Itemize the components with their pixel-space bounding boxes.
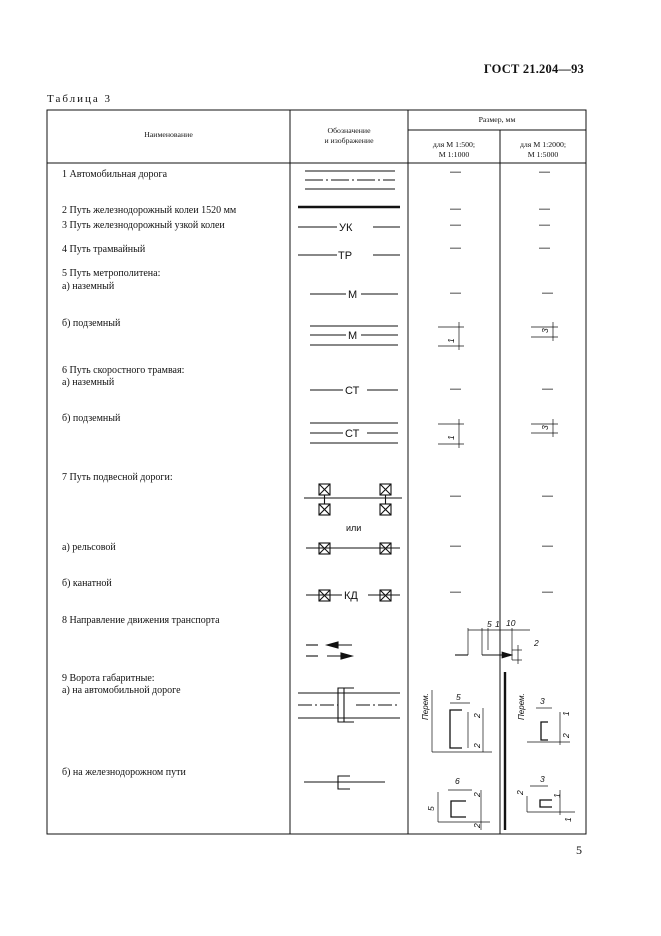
- col-header-name: Наименование: [144, 130, 193, 139]
- dim-two: 2: [472, 713, 482, 718]
- dim-three: 3: [540, 696, 545, 706]
- row-label: 7 Путь подвесной дороги:: [62, 472, 173, 483]
- page-number: 5: [576, 843, 582, 857]
- size-dash: —: [542, 540, 553, 552]
- row-label: б) подземный: [62, 413, 121, 424]
- dim-five: 5: [456, 692, 461, 702]
- size-dash: —: [539, 203, 550, 215]
- row-label: 2 Путь железнодорожный колеи 1520 мм: [62, 205, 237, 216]
- size-dash: —: [450, 219, 461, 231]
- dim-one: 1: [552, 793, 562, 798]
- col-header-symbol-line2: и изображение: [324, 135, 374, 145]
- dim-two: 2: [561, 733, 571, 738]
- row-label: а) на автомобильной дороге: [62, 685, 181, 696]
- dim-per: Перем.: [517, 693, 526, 720]
- dim-one: 1: [561, 711, 571, 716]
- row-label: 4 Путь трамвайный: [62, 244, 146, 255]
- row-label: 1 Автомобильная дорога: [62, 169, 168, 180]
- size-dash: —: [450, 203, 461, 215]
- row-label: 8 Направление движения транспорта: [62, 615, 220, 626]
- dim-per: Перем.: [421, 693, 430, 720]
- symbol-m-text: М: [348, 330, 358, 342]
- size-dash: —: [450, 586, 461, 598]
- table-label: Таблица 3: [47, 93, 113, 105]
- row-label: а) наземный: [62, 377, 115, 388]
- symbol-m-text: М: [348, 289, 358, 301]
- size-dash: —: [542, 287, 553, 299]
- dim-five: 5: [487, 619, 492, 629]
- row-label: 3 Путь железнодорожный узкой колеи: [62, 220, 225, 231]
- dim-three: 3: [540, 774, 545, 784]
- row-label: б) канатной: [62, 578, 112, 589]
- size-dash: —: [539, 166, 550, 178]
- symbol-st-text: СТ: [345, 385, 360, 397]
- size-dash: —: [542, 383, 553, 395]
- symbol-kd-text: КД: [344, 590, 358, 602]
- col-header-size-scale1-line1: для М 1:500;: [432, 140, 476, 149]
- dim-three: 3: [540, 425, 550, 430]
- dim-six: 6: [455, 776, 460, 786]
- dim-seven-like: 1: [446, 435, 456, 440]
- size-dash: —: [539, 219, 550, 231]
- dim-ten: 10: [506, 618, 516, 628]
- standard-number: ГОСТ 21.204—93: [483, 62, 584, 76]
- col-header-size-scale2-line1: для М 1:2000;: [519, 140, 567, 149]
- dim-one: 1: [495, 619, 500, 629]
- symbol-uk-text: УК: [339, 222, 353, 234]
- row-label: а) наземный: [62, 281, 115, 292]
- col-header-size-scale1-line2: М 1:1000: [438, 149, 470, 159]
- row-label: 9 Ворота габаритные:: [62, 673, 155, 684]
- dim-two: 2: [472, 743, 482, 748]
- size-dash: —: [450, 287, 461, 299]
- row-label: 5 Путь метрополитена:: [62, 268, 161, 279]
- row-label: б) на железнодорожном пути: [62, 767, 186, 778]
- dim-two: 2: [472, 792, 482, 797]
- dim-two: 2: [534, 638, 539, 648]
- symbol-ili-text: или: [346, 523, 362, 533]
- size-dash: —: [539, 242, 550, 254]
- symbol-st-text: СТ: [345, 428, 360, 440]
- row-label: б) подземный: [62, 318, 121, 329]
- dim-two: 2: [515, 790, 525, 795]
- size-dash: —: [450, 490, 461, 502]
- size-dash: —: [450, 540, 461, 552]
- dim-five: 5: [426, 806, 436, 811]
- row-label: 6 Путь скоростного трамвая:: [62, 365, 185, 376]
- size-dash: —: [542, 586, 553, 598]
- col-header-symbol-line1: Обозначение: [327, 126, 371, 135]
- dim-seven-like: 1: [446, 338, 456, 343]
- dim-one: 1: [563, 817, 573, 822]
- col-header-size: Размер, мм: [478, 115, 516, 124]
- size-dash: —: [450, 383, 461, 395]
- symbol-tr-text: ТР: [338, 250, 353, 262]
- row-label: а) рельсовой: [62, 542, 116, 553]
- dim-three: 3: [540, 328, 550, 333]
- dim-two: 2: [472, 823, 482, 828]
- col-header-size-scale2-line2: М 1:5000: [527, 149, 559, 159]
- size-dash: —: [450, 166, 461, 178]
- size-dash: —: [542, 490, 553, 502]
- size-dash: —: [450, 242, 461, 254]
